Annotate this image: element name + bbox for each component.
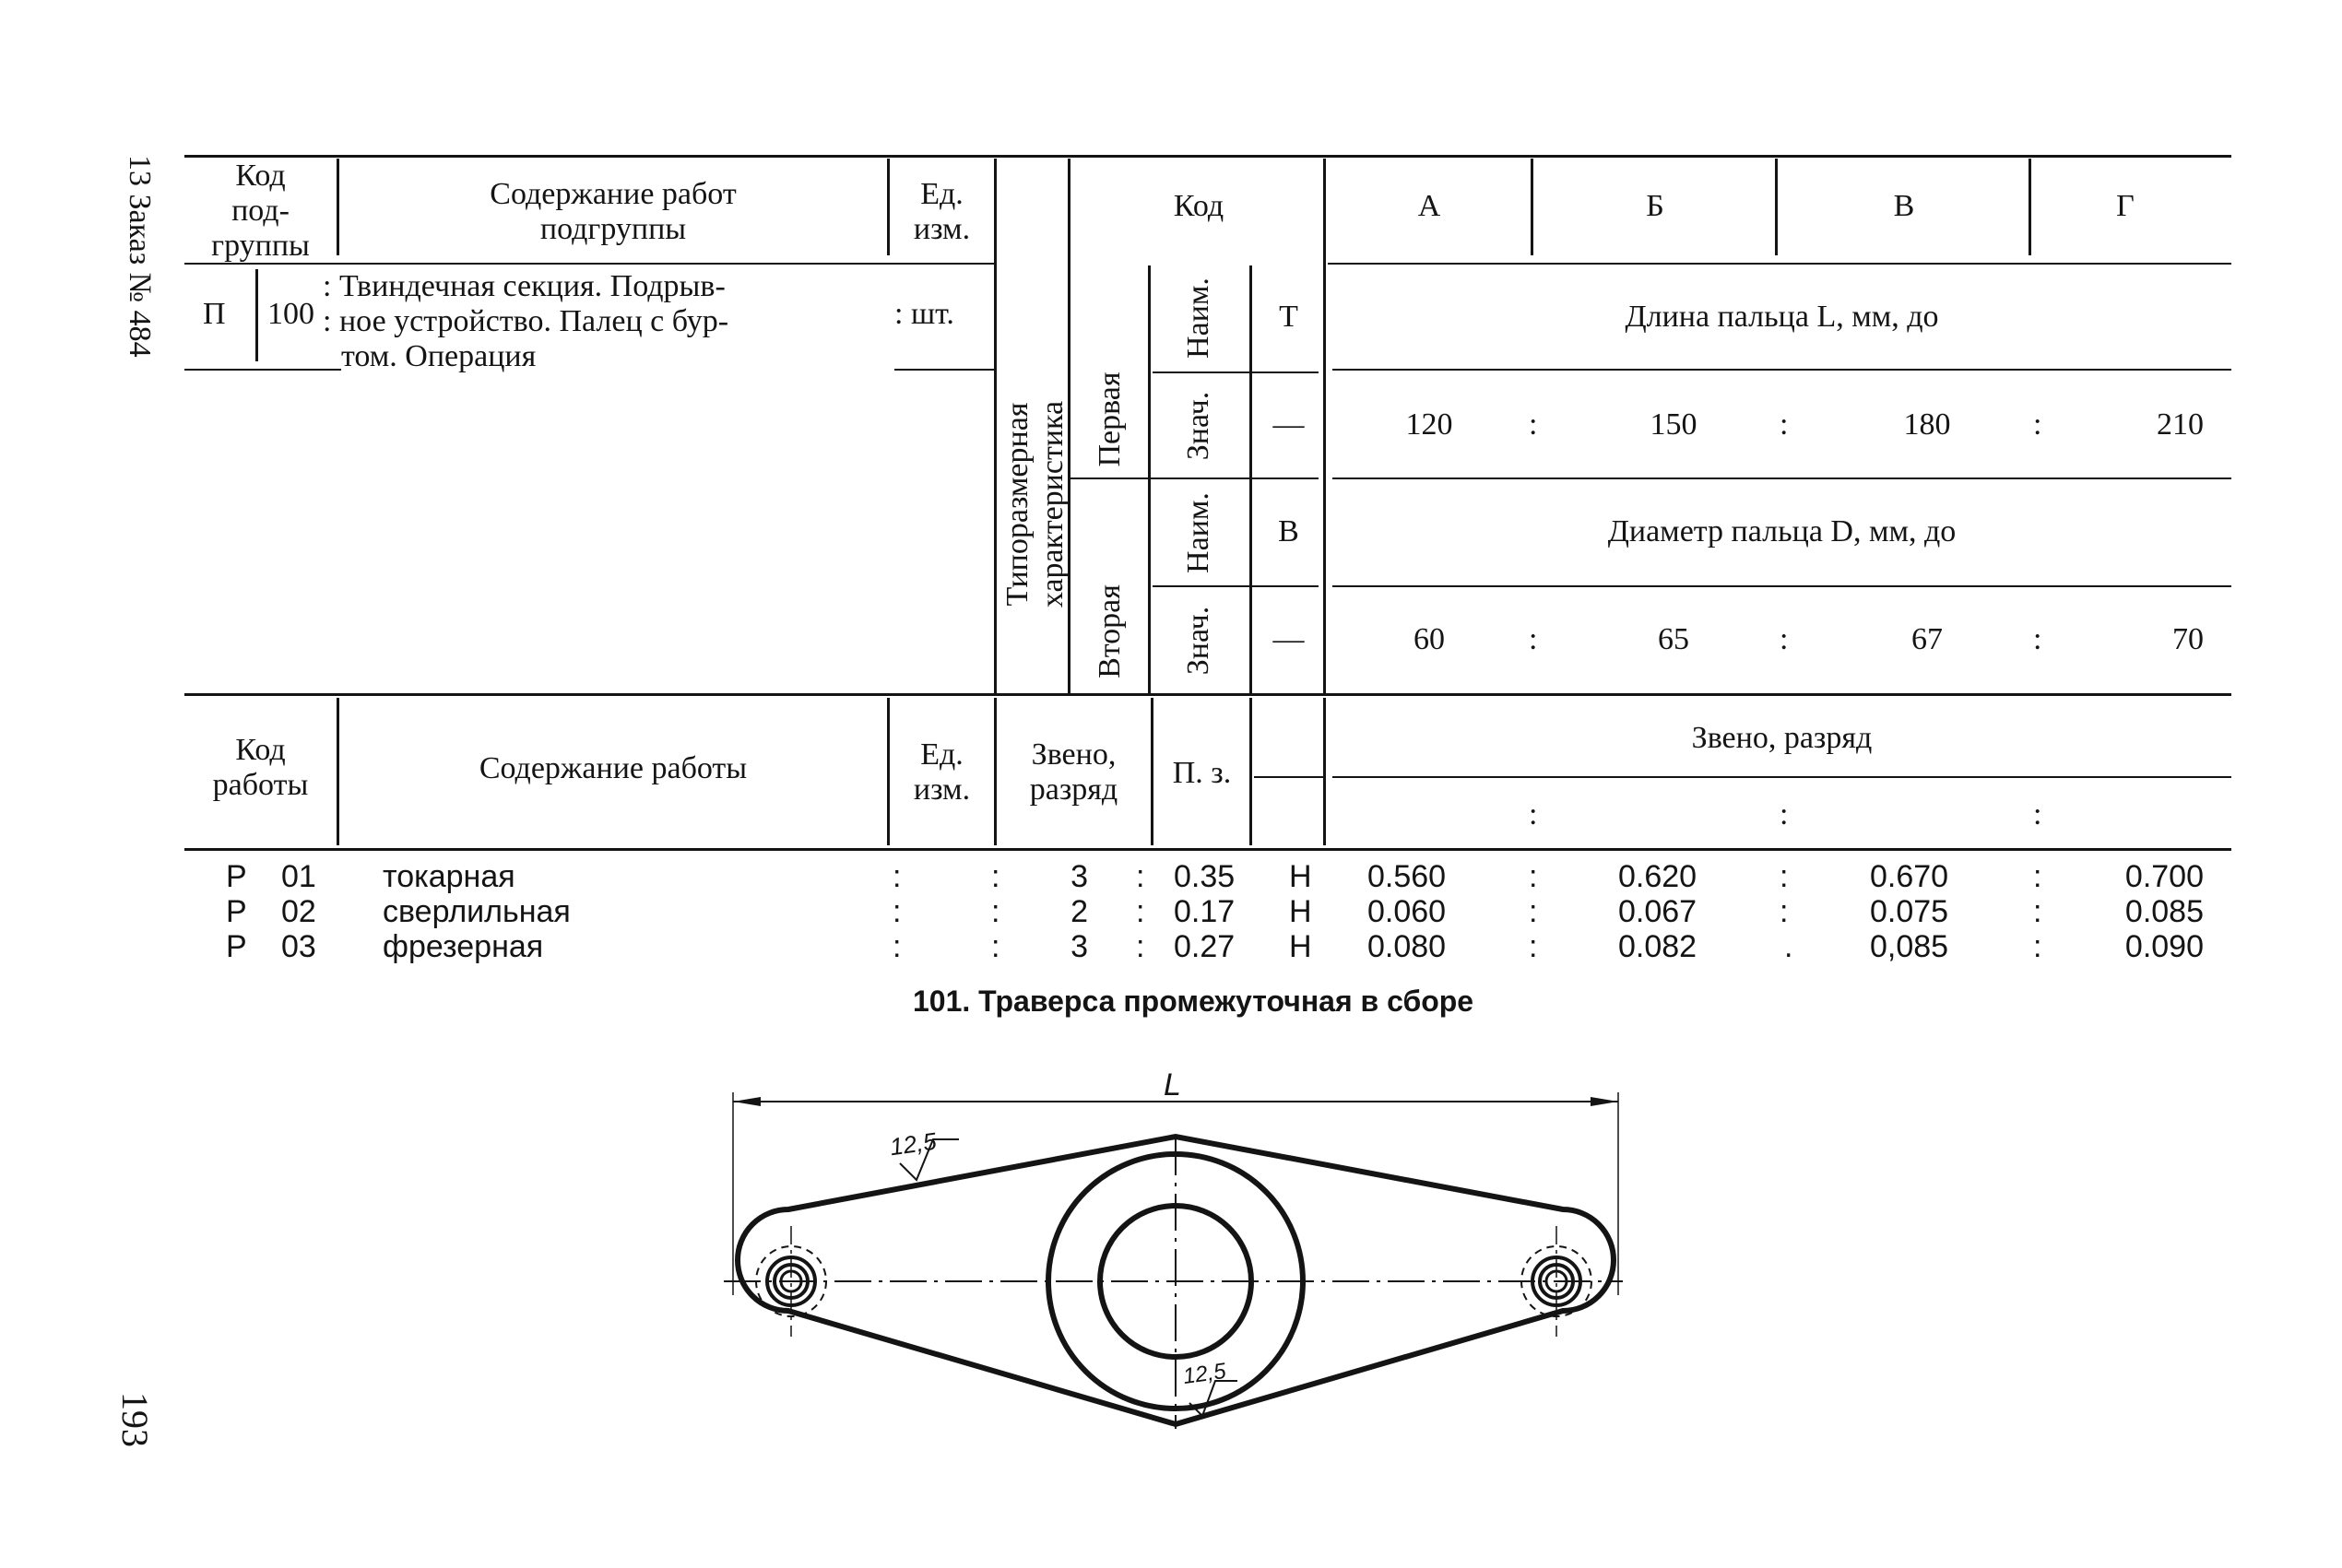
second-value-a: 60 [1413, 622, 1445, 656]
vrule-8 [1531, 159, 1533, 255]
colon: : [991, 894, 1000, 929]
header-content-subgroup: Содержание работ подгруппы [490, 177, 737, 246]
row-g: 0.090 [2124, 929, 2204, 964]
vrule-w4 [1151, 698, 1153, 845]
colon: : [2033, 929, 2042, 964]
rule-code-row1 [1153, 371, 1319, 373]
row-pz: 0.17 [1174, 894, 1236, 929]
row-letter: Р [226, 859, 247, 894]
vrule-subgroup [255, 269, 258, 361]
row-v: 0,085 [1870, 929, 1949, 964]
colon: : [1529, 929, 1538, 964]
colon: : [1529, 859, 1538, 894]
colon: : [2033, 622, 2042, 656]
header-unit: Ед. изм. [913, 177, 971, 246]
row-name: фрезерная [383, 929, 544, 964]
colon: : [2033, 797, 2042, 831]
subgroup-unit: : шт. [894, 297, 954, 331]
traverse-drawing [719, 1051, 1623, 1456]
rule-row3 [1332, 585, 2231, 587]
second-name-text: Диаметр пальца D, мм, до [1607, 514, 1957, 548]
row-name: сверлильная [383, 894, 571, 929]
vrule-w3 [994, 698, 997, 845]
row-num: 01 [281, 859, 316, 894]
colon: : [2033, 407, 2042, 442]
rule-n [1254, 776, 1323, 778]
row-name: токарная [383, 859, 515, 894]
colon: : [1780, 622, 1789, 656]
first-value-label: Знач. [1181, 391, 1215, 461]
page-number: 193 [114, 1392, 156, 1447]
row-g: 0.085 [2124, 894, 2204, 929]
row-pz: 0.35 [1174, 859, 1236, 894]
typesize-label: Типоразмерная характеристика [1000, 400, 1070, 608]
second-label: Вторая [1093, 584, 1127, 678]
second-value-v: 67 [1911, 622, 1943, 656]
rule-unit-underline [894, 369, 996, 371]
row-n: Н [1289, 929, 1312, 964]
rule-linkrank [1332, 776, 2231, 778]
vrule-10 [2029, 159, 2031, 255]
row-num: 03 [281, 929, 316, 964]
vrule-6 [1249, 265, 1252, 693]
dot: . [1784, 929, 1793, 964]
first-value-g: 210 [2157, 407, 2204, 442]
colon: : [1529, 894, 1538, 929]
vrule-w1 [337, 698, 339, 845]
colon: : [893, 894, 902, 929]
header-col-a: А [1417, 189, 1441, 223]
row-letter: Р [226, 894, 247, 929]
row-a: 0.560 [1367, 859, 1447, 894]
colon: : [1529, 622, 1538, 656]
vrule-w5 [1249, 698, 1252, 845]
subgroup-number: 100 [267, 297, 314, 331]
subgroup-description: : Твиндечная секция. Подрыв- : ное устройство. Палец с бур- том. Операция [323, 269, 729, 373]
row-b: 0.067 [1618, 894, 1697, 929]
first-name-code: Т [1279, 300, 1298, 334]
row-letter: Р [226, 929, 247, 964]
work-header-content: Содержание работы [479, 751, 748, 785]
first-value-b: 150 [1650, 407, 1697, 442]
rule-header-bottom-right [1328, 263, 2231, 265]
colon: : [1529, 797, 1538, 831]
header-code: Код [1173, 189, 1224, 223]
row-pz: 0.27 [1174, 929, 1236, 964]
row-a: 0.060 [1367, 894, 1447, 929]
colon: : [991, 859, 1000, 894]
colon: : [1780, 797, 1789, 831]
first-value-code: — [1272, 407, 1305, 442]
header-col-v: В [1893, 189, 1915, 223]
row-v: 0.075 [1870, 894, 1949, 929]
header-col-g: Г [2116, 189, 2135, 223]
vrule-5 [1148, 265, 1151, 693]
second-name-code: В [1278, 514, 1299, 548]
second-value-label: Знач. [1181, 606, 1215, 676]
colon: : [1780, 859, 1789, 894]
rule-top [184, 155, 2231, 158]
dimension-arrow-left [733, 1097, 761, 1106]
rule-row1 [1332, 369, 2231, 371]
colon: : [1136, 929, 1145, 964]
header-col-b: Б [1646, 189, 1664, 223]
dimension-arrow-right [1591, 1097, 1618, 1106]
second-name-label: Наим. [1181, 492, 1215, 573]
row-n: Н [1289, 894, 1312, 929]
vrule-1 [337, 159, 339, 255]
vrule-7 [1323, 159, 1326, 693]
colon: : [1780, 894, 1789, 929]
page-marker: 13 Заказ № 484 [123, 155, 157, 358]
second-value-g: 70 [2172, 622, 2204, 656]
roughness-label-2: 12,5 [1181, 1358, 1228, 1390]
colon: : [893, 859, 902, 894]
row-b: 0.620 [1618, 859, 1697, 894]
first-name-text: Длина пальца L, мм, до [1625, 300, 1939, 334]
colon: : [893, 929, 902, 964]
work-header-unit: Ед. изм. [913, 737, 971, 807]
subgroup-letter: П [203, 297, 226, 331]
dimension-label: L [1164, 1067, 1181, 1102]
colon: : [1136, 859, 1145, 894]
rule-code-row3 [1153, 585, 1319, 587]
row-rank: 3 [1070, 859, 1088, 894]
vrule-9 [1775, 159, 1778, 255]
row-b: 0.082 [1618, 929, 1697, 964]
first-label: Первая [1093, 371, 1127, 467]
colon: : [1136, 894, 1145, 929]
row-rank: 2 [1070, 894, 1088, 929]
first-name-label: Наим. [1181, 277, 1215, 359]
row-a: 0.080 [1367, 929, 1447, 964]
vrule-w6 [1323, 698, 1326, 845]
colon: : [2033, 859, 2042, 894]
roughness-label-1: 12,5 [888, 1126, 939, 1161]
colon: : [1529, 407, 1538, 442]
row-rank: 3 [1070, 929, 1088, 964]
row-g: 0.700 [2124, 859, 2204, 894]
row-n: Н [1289, 859, 1312, 894]
second-value-code: — [1272, 622, 1305, 656]
row-v: 0.670 [1870, 859, 1949, 894]
colon: : [2033, 894, 2042, 929]
second-value-b: 65 [1658, 622, 1689, 656]
work-header-code: Код работы [212, 733, 309, 802]
colon: : [1780, 407, 1789, 442]
work-header-link: Звено, разряд [1029, 737, 1118, 807]
rule-subgroup-underline [184, 369, 341, 371]
figure-caption: 101. Траверса промежуточная в сборе [913, 984, 1474, 1018]
colon: : [991, 929, 1000, 964]
row-num: 02 [281, 894, 316, 929]
vrule-3 [994, 159, 997, 693]
work-header-link-rank: Звено, разряд [1691, 721, 1873, 755]
work-header-pz: П. з. [1172, 756, 1232, 790]
first-value-a: 120 [1405, 407, 1453, 442]
rule-work-header-bottom [184, 848, 2231, 851]
first-value-v: 180 [1903, 407, 1951, 442]
rule-row2 [1332, 477, 2231, 479]
header-code-subgroup: Код под- группы [211, 159, 310, 263]
